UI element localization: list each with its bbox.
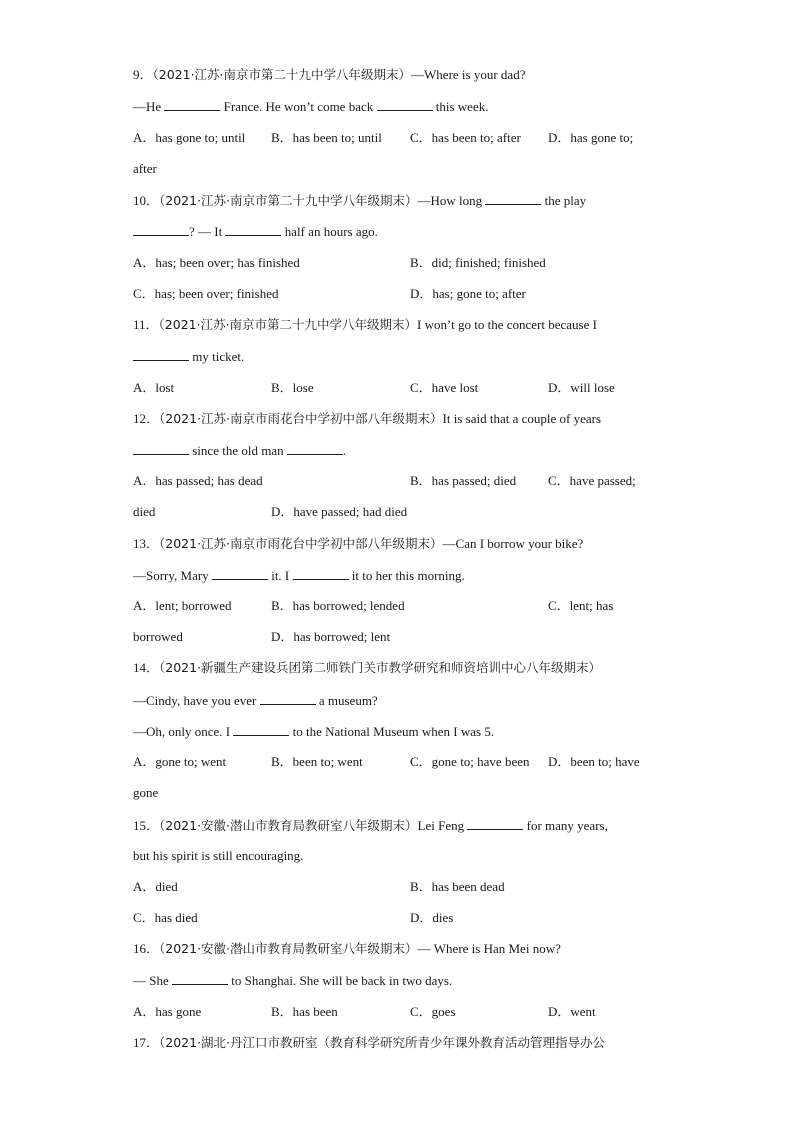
question-13-line1: 13．（2021·江苏·南京市雨花台中学初中部八年级期末）—Can I borrow your bike? [133, 536, 584, 551]
question-9-line1 [133, 67, 525, 83]
question-15-line2: but his spirit is still encouraging. [133, 848, 304, 863]
question-source: （2021·江苏·南京市第二十九中学八年级期末） [152, 67, 412, 82]
option-c: C．goes [410, 1004, 456, 1019]
option-d: D．will lose [548, 380, 615, 395]
question-12-line2: since the old man . [133, 442, 346, 459]
option-b: B．has borrowed; lended [271, 598, 405, 613]
answer-blank [293, 567, 349, 580]
answer-blank [233, 723, 289, 736]
option-c-continued: died [133, 504, 156, 519]
option-c: C．has; been over; finished [133, 286, 279, 301]
option-a: A．has passed; has dead [133, 473, 263, 488]
option-a: A．lent; borrowed [133, 598, 232, 613]
option-b: B．has been dead [410, 879, 505, 894]
answer-blank [172, 972, 228, 985]
option-a: A．died [133, 879, 178, 894]
option-d: D．went [548, 1004, 596, 1019]
option-b: B．has been to; until [271, 130, 382, 145]
question-15-line1: 15．（2021·安徽·潜山市教育局教研室八年级期末）Lei Feng for many years, [133, 818, 608, 833]
option-c: C．gone to; have been [410, 754, 530, 769]
option-d-continued: gone [133, 785, 159, 800]
answer-blank [260, 692, 316, 705]
option-c: C．have lost [410, 380, 479, 395]
question-14-line2: —Cindy, have you ever a museum? [133, 693, 378, 708]
option-d-continued: after [133, 161, 157, 176]
option-d: D．has gone to; [548, 130, 634, 145]
option-c: C．has been to; after [410, 130, 521, 145]
answer-blank [225, 223, 281, 236]
question-14-line3: —Oh, only once. I to the National Museum when I was 5. [133, 724, 495, 739]
question-14-line1: 14．（2021·新疆生产建设兵团第二师铁门关市教学研究和师资培训中心八年级期末） [133, 660, 602, 675]
question-text: —Where is your dad? [411, 67, 526, 82]
question-9-line2: —He France. He won’t come back this week. [133, 99, 489, 114]
option-c: C．have passed; [548, 473, 636, 488]
option-a: A．gone to; went [133, 754, 227, 769]
answer-blank [377, 98, 433, 111]
answer-blank [133, 223, 189, 236]
question-16-line1: 16．（2021·安徽·潜山市教育局教研室八年级期末）— Where is Han Mei now? [133, 941, 561, 956]
option-b: B．has been [271, 1004, 338, 1019]
option-c-continued: borrowed [133, 629, 183, 644]
question-10-line2: ? — It half an hours ago. [133, 223, 378, 240]
answer-blank [164, 98, 220, 111]
answer-blank [133, 442, 189, 455]
answer-blank [133, 348, 189, 361]
option-c: C．has died [133, 910, 198, 925]
option-d: D．dies [410, 910, 454, 925]
question-16-line2: — She to Shanghai. She will be back in two days. [133, 973, 453, 988]
option-d: D．been to; have [548, 754, 640, 769]
option-a: A．has gone to; until [133, 130, 246, 145]
answer-blank [212, 567, 268, 580]
question-13-line2: —Sorry, Mary it. I it to her this morning. [133, 568, 465, 583]
option-d: D．has borrowed; lent [271, 629, 391, 644]
question-number: 9． [133, 67, 153, 82]
option-d: D．have passed; had died [271, 504, 408, 519]
option-b: B．lose [271, 380, 314, 395]
option-b: B．been to; went [271, 754, 363, 769]
option-c: C．lent; has [548, 598, 614, 613]
question-12-line1: 12．（2021·江苏·南京市雨花台中学初中部八年级期末）It is said that a couple of years [133, 411, 602, 426]
question-17-line1: 17．（2021·湖北·丹江口市教研室（教育科学研究所青少年课外教育活动管理指导办公 [133, 1035, 606, 1050]
answer-blank [287, 442, 343, 455]
option-a: A．has gone [133, 1004, 202, 1019]
option-b: B．has passed; died [410, 473, 517, 488]
option-b: B．did; finished; finished [410, 255, 546, 270]
option-a: A．has; been over; has finished [133, 255, 300, 270]
question-10-line1: 10．（2021·江苏·南京市第二十九中学八年级期末）—How long the play [133, 193, 587, 208]
option-d: D．has; gone to; after [410, 286, 526, 301]
answer-blank [467, 817, 523, 830]
option-a: A．lost [133, 380, 175, 395]
question-11-line1: 11．（2021·江苏·南京市第二十九中学八年级期末）I won’t go to the concert because I [133, 317, 597, 332]
question-11-line2: my ticket. [133, 348, 244, 365]
answer-blank [485, 192, 541, 205]
